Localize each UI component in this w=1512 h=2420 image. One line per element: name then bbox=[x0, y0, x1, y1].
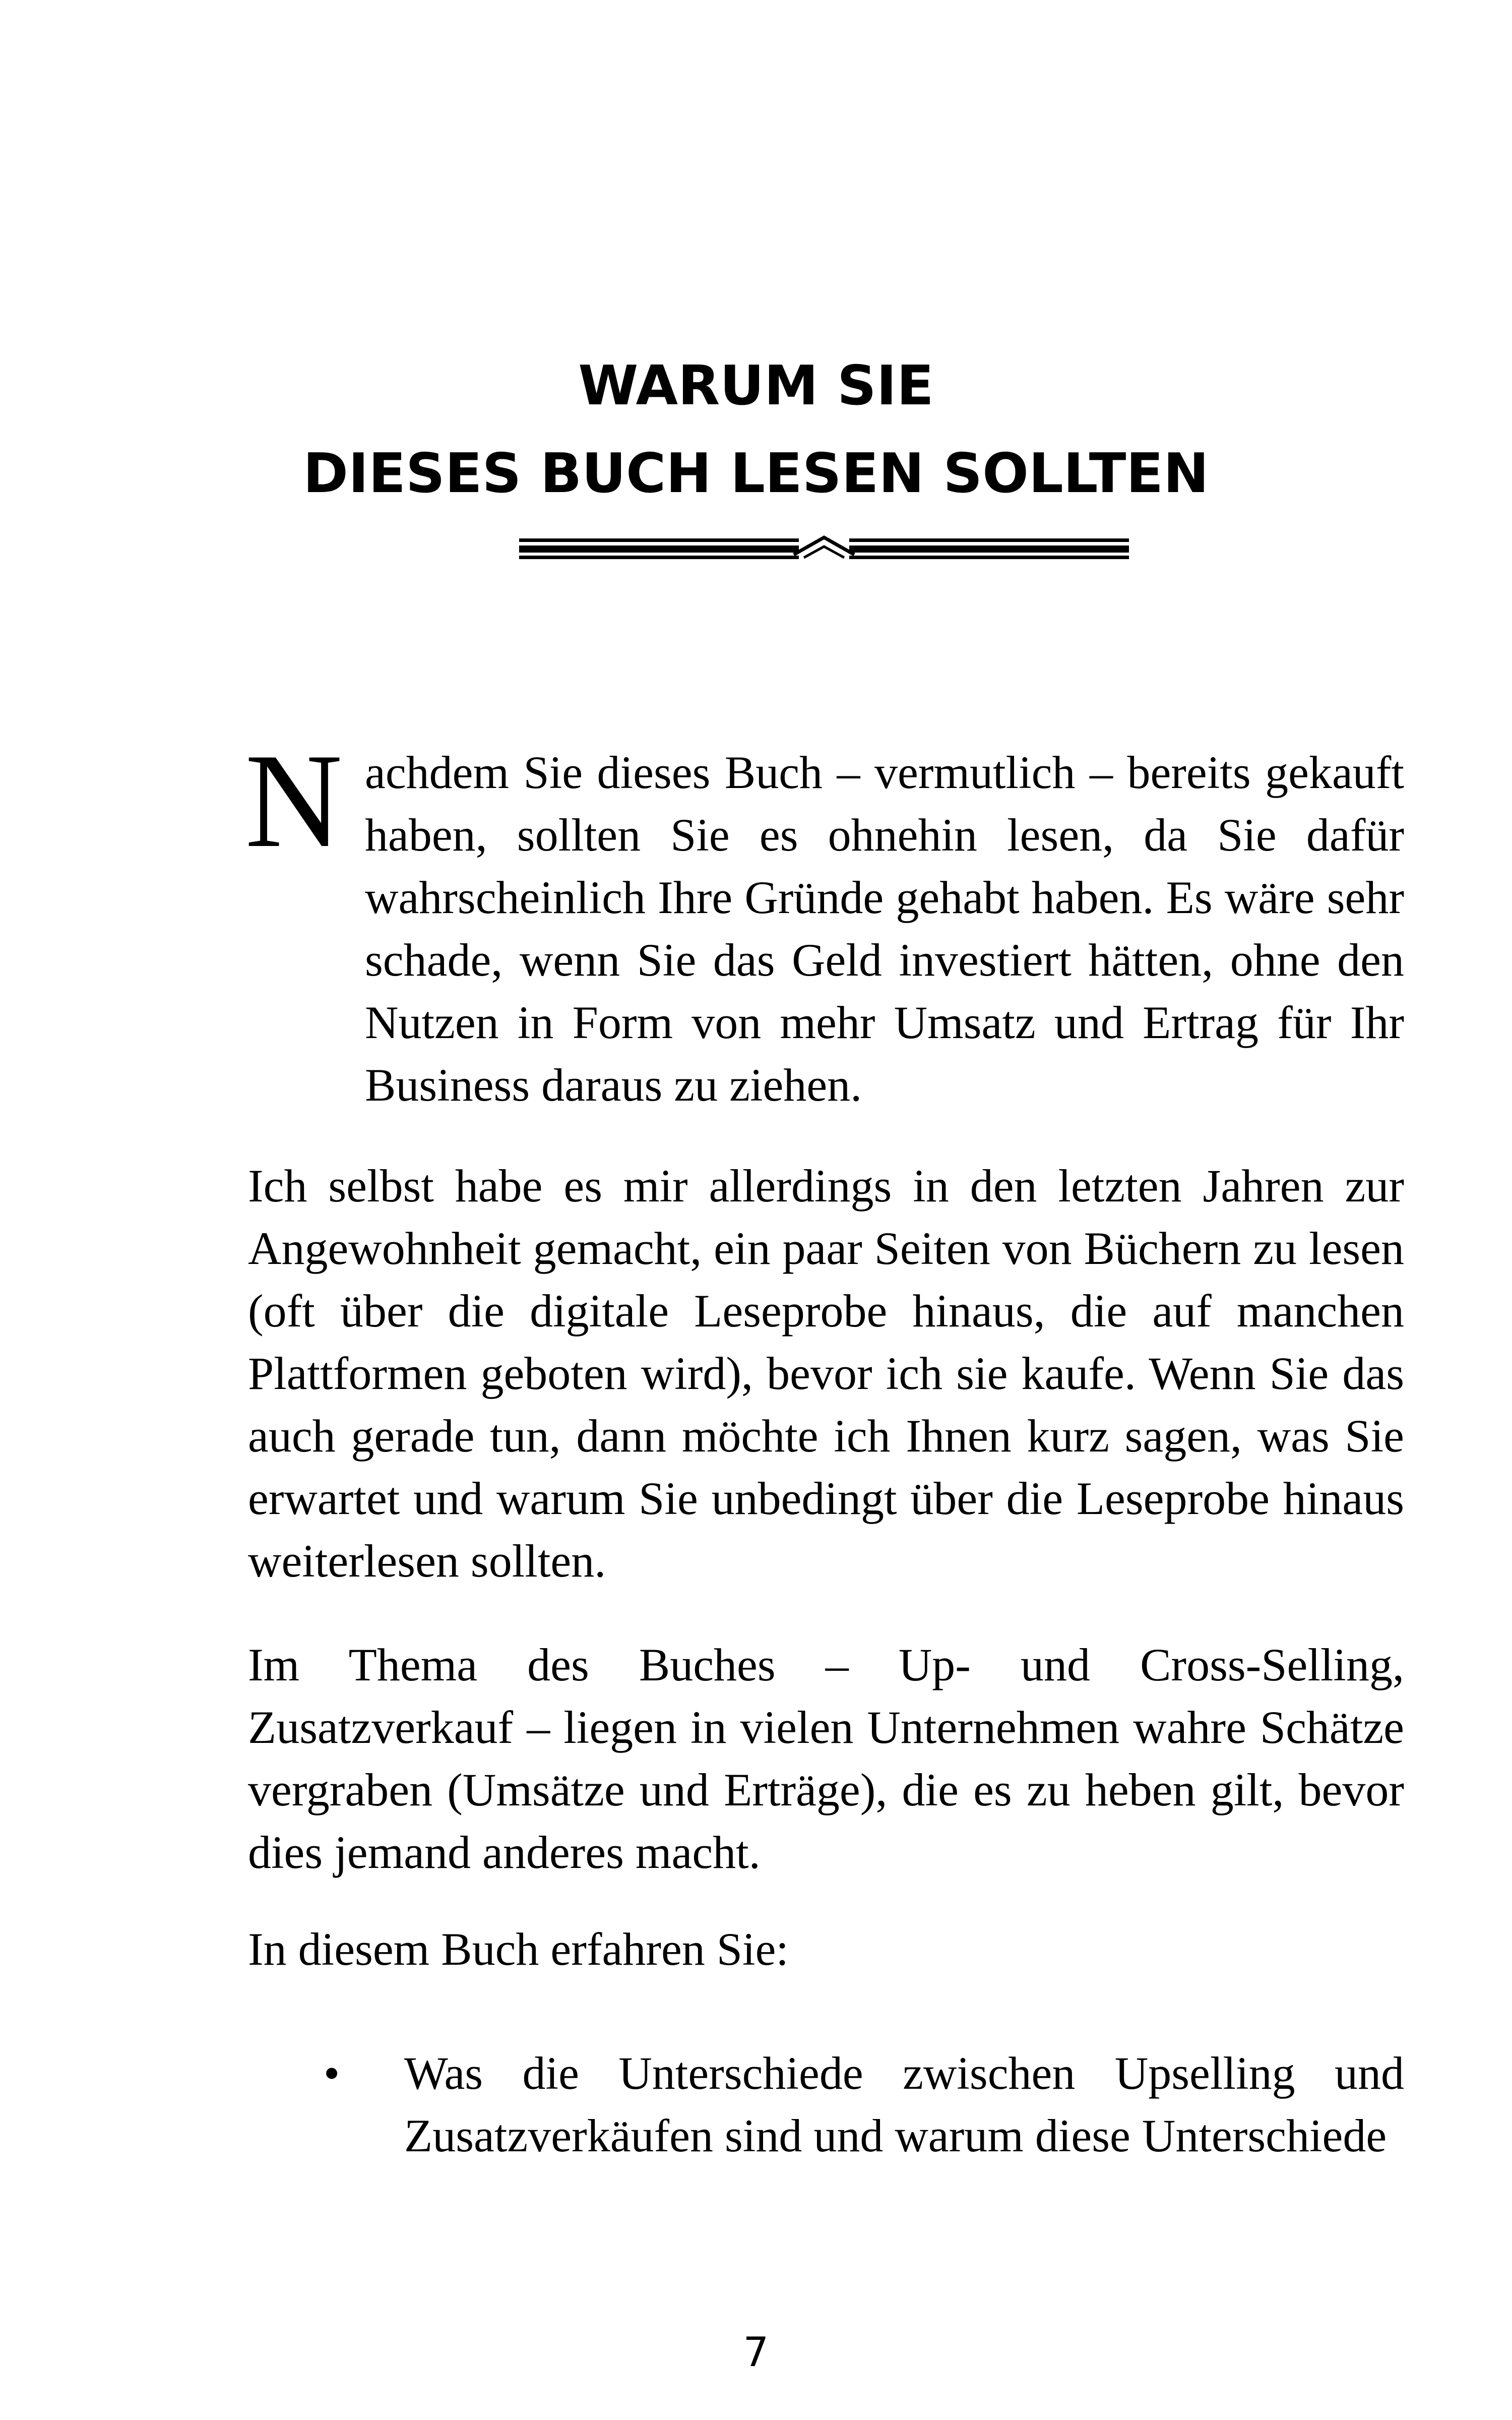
list-item bbox=[248, 2042, 1404, 2167]
paragraph-intro bbox=[245, 725, 1404, 1116]
paragraph-list-intro: In diesem Buch erfahren Sie: bbox=[248, 1923, 789, 1975]
chapter-title-line-1: WARUM SIE bbox=[578, 354, 934, 417]
paragraph-reading-habit: Ich selbst habe es mir allerdings in den letzten Jahren zur Angewohnheit gemacht, ein paar Seiten von Büchern zu lesen (oft über die digitale Leseprobe hinaus, die auf manchen Plattformen geboten wird), bevor ich sie kaufe. Wenn Sie das auch gerade tun, dann möchte ich Ihnen kurz sagen, was Sie erwartet und warum Sie unbedingt über die Leseprobe hinaus weiterlesen sollten. bbox=[248, 1160, 1404, 1587]
bullet-icon: • bbox=[324, 2047, 340, 2099]
chapter-title-line-2: DIESES BUCH LESEN SOLLTEN bbox=[303, 442, 1209, 505]
ornament-divider-icon bbox=[519, 533, 1129, 564]
paragraph-topic: Im Thema des Buches – Up- und Cross-Selling, Zusatzverkauf – liegen in vielen Unternehmen wahre Schätze vergraben (Umsätze und Erträge), die es zu heben gilt, bevor dies jemand anderes macht. bbox=[248, 1639, 1404, 1878]
paragraph-intro-text: achdem Sie dieses Buch – vermutlich – bereits gekauft haben, sollten Sie es ohnehin lesen, da Sie dafür wahrscheinlich Ihre Gründe gehabt haben. Es wäre sehr schade, wenn Sie das Geld investiert hätten, ohne den Nutzen in Form von mehr Umsatz und Ertrag für Ihr Business daraus zu ziehen. bbox=[365, 747, 1404, 1111]
page-number: 7 bbox=[743, 2329, 769, 2376]
learning-points-list bbox=[248, 2042, 1404, 2167]
list-item-text: Was die Unterschiede zwischen Upselling und Zusatzverkäufen sind und warum diese Unterschiede bbox=[404, 2047, 1404, 2161]
drop-cap: N bbox=[245, 725, 343, 875]
